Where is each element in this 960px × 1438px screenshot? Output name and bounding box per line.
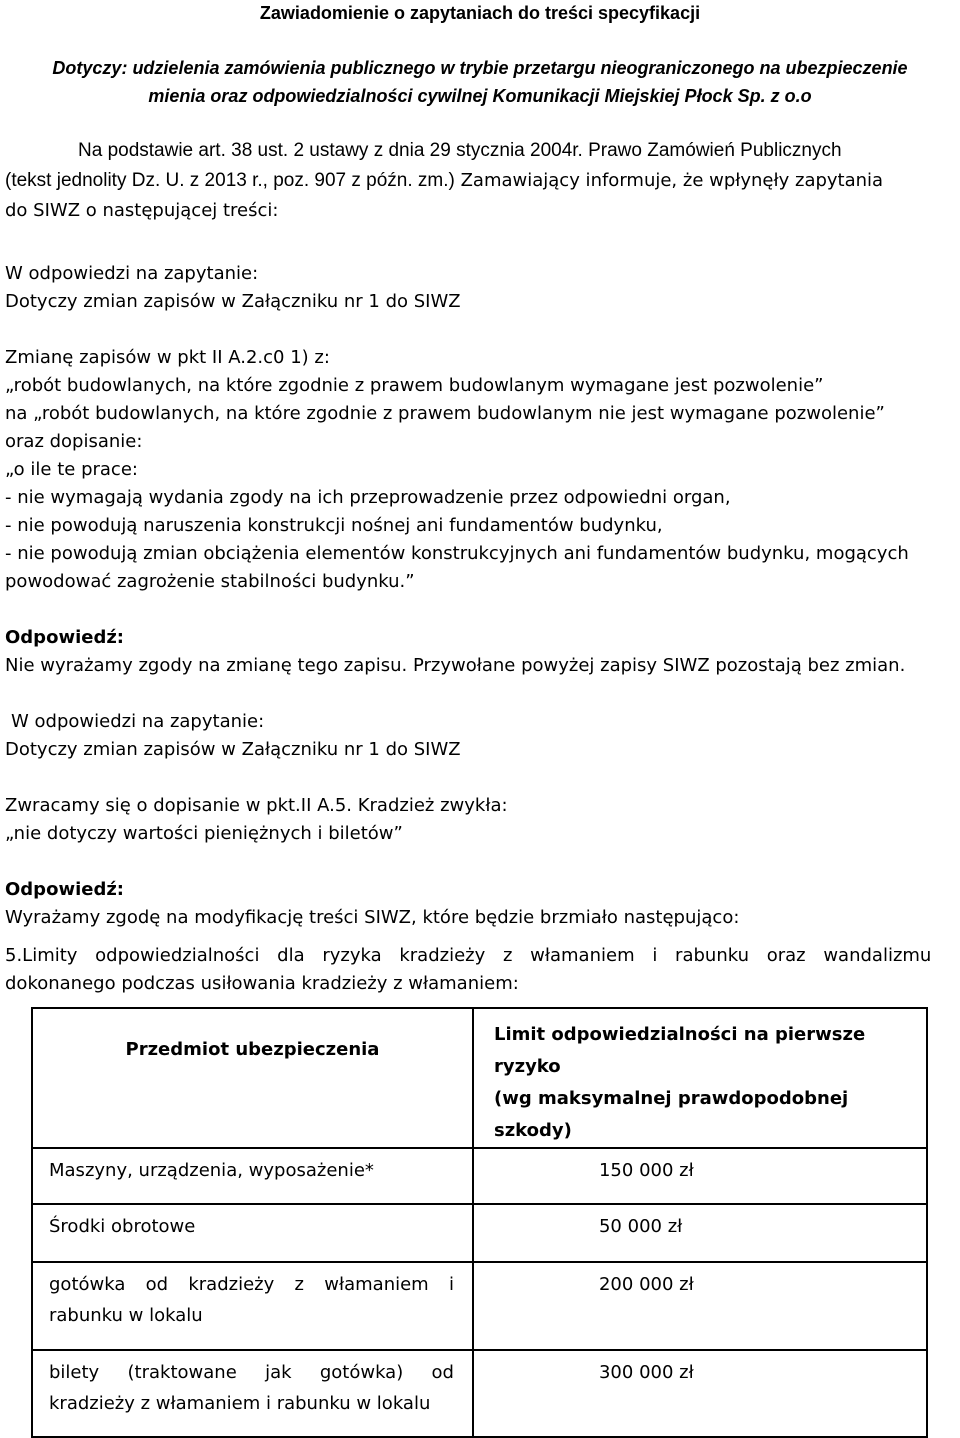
question-1-line: na „robót budowlanych, na które zgodnie z prawem budowlanym nie jest wymagane pozwolenie”: [5, 403, 885, 424]
question-1-line: „robót budowlanych, na które zgodnie z prawem budowlanym wymagane jest pozwolenie”: [5, 375, 824, 396]
question-1-topic: Dotyczy zmian zapisów w Załączniku nr 1 do SIWZ: [5, 291, 461, 312]
question-2-line: Zwracamy się o dopisanie w pkt.II A.5. Kradzież zwykła:: [5, 795, 508, 816]
answer-1-label: Odpowiedź:: [5, 627, 125, 648]
subject-line-2: mienia oraz odpowiedzialności cywilnej Komunikacji Miejskiej Płock Sp. z o.o: [148, 86, 812, 106]
question-2-topic: Dotyczy zmian zapisów w Załączniku nr 1 do SIWZ: [5, 739, 461, 760]
row-limit: 50 000 zł: [473, 1204, 927, 1262]
question-1-line: - nie wymagają wydania zgody na ich przeprowadzenie przez odpowiedni organ,: [5, 487, 731, 508]
table-row: [32, 1350, 927, 1437]
limits-table: [31, 1007, 928, 1438]
question-2: [5, 708, 955, 998]
row-limit: 200 000 zł: [473, 1262, 927, 1350]
question-1-line: „o ile te prace:: [5, 459, 138, 480]
legal-basis-paragraph: [5, 136, 955, 226]
answer-2-label: Odpowiedź:: [5, 879, 125, 900]
row-item: bilety (traktowane jak gotówka) od kradzieży z włamaniem i rabunku w lokalu: [32, 1350, 473, 1437]
header-limit-line-2: (wg maksymalnej prawdopodobnej szkody): [493, 1088, 849, 1141]
limits-line-1: 5.Limity odpowiedzialności dla ryzyka kradzieży z włamaniem i rabunku oraz wandalizmu: [5, 945, 932, 966]
question-2-heading: W odpowiedzi na zapytanie:: [11, 711, 265, 732]
row-limit: 300 000 zł: [473, 1350, 927, 1437]
table-row: [32, 1262, 927, 1350]
subject-block: [5, 54, 955, 110]
question-1-line: powodować zagrożenie stabilności budynku.”: [5, 571, 415, 592]
question-1-line: oraz dopisanie:: [5, 431, 143, 452]
header-subject: Przedmiot ubezpieczenia: [32, 1008, 473, 1148]
answer-2-text: Wyrażamy zgodę na modyfikację treści SIWZ, które będzie brzmiało następująco:: [5, 907, 740, 928]
subject-line-1: Dotyczy: udzielenia zamówienia publicznego w trybie przetargu nieograniczonego na ubezpieczenie: [52, 58, 908, 78]
row-limit: 150 000 zł: [473, 1148, 927, 1204]
row-item: Środki obrotowe: [32, 1204, 473, 1262]
document-title: Zawiadomienie o zapytaniach do treści specyfikacji: [259, 3, 701, 23]
question-1-line: - nie powodują zmian obciążenia elementów konstrukcyjnych ani fundamentów budynku, mogących: [5, 543, 909, 564]
question-1: [5, 260, 955, 680]
question-2-line: „nie dotyczy wartości pieniężnych i biletów”: [5, 823, 403, 844]
answer-1-text: Nie wyrażamy zgody na zmianę tego zapisu. Przywołane powyżej zapisy SIWZ pozostają bez zmian.: [5, 655, 906, 676]
question-1-heading: W odpowiedzi na zapytanie:: [5, 263, 259, 284]
table-header-row: [32, 1008, 927, 1148]
table-row: [32, 1204, 927, 1262]
legal-line-1: Na podstawie art. 38 ust. 2 ustawy z dnia 29 stycznia 2004r. Prawo Zamówień Publicznych: [78, 140, 842, 161]
legal-line-3: do SIWZ o następującej treści:: [5, 200, 279, 221]
question-1-line: - nie powodują naruszenia konstrukcji nośnej ani fundamentów budynku,: [5, 515, 663, 536]
document-page: [5, 0, 955, 998]
header-limit-line-1: Limit odpowiedzialności na pierwsze ryzyko: [493, 1024, 866, 1077]
limits-line-2: dokonanego podczas usiłowania kradzieży z włamaniem:: [5, 973, 519, 994]
row-item: Maszyny, urządzenia, wyposażenie*: [32, 1148, 473, 1204]
table-row: [32, 1148, 927, 1204]
legal-line-2: (tekst jednolity Dz. U. z 2013 r., poz. 907 z późn. zm.) Zamawiający informuje, że wpłynęły zapytania: [5, 170, 884, 191]
row-item: gotówka od kradzieży z włamaniem i rabunku w lokalu: [32, 1262, 473, 1350]
header-limit: [473, 1008, 927, 1148]
question-1-line: Zmianę zapisów w pkt II A.2.c0 1) z:: [5, 347, 330, 368]
